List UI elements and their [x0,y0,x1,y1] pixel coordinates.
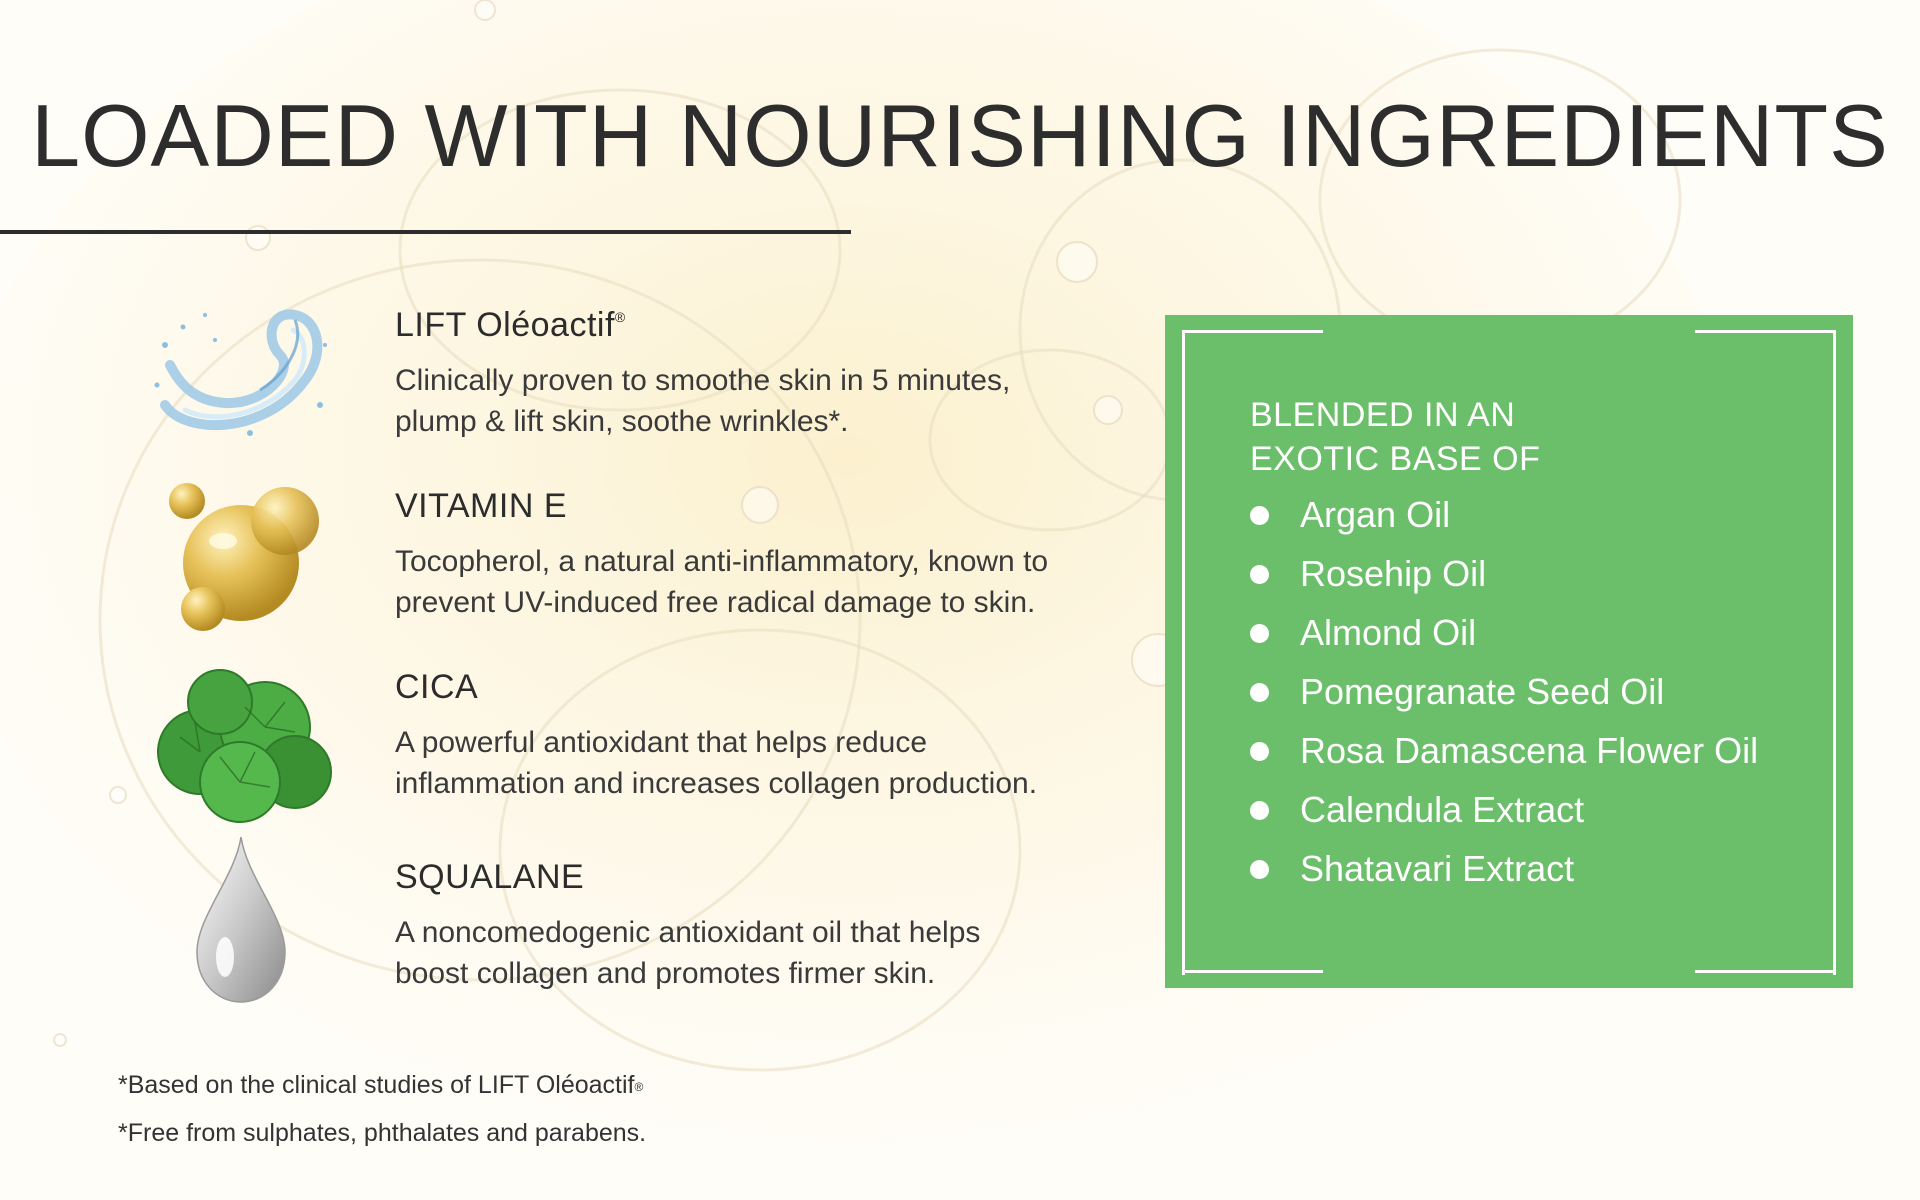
list-item: Rosa Damascena Flower Oil [1250,729,1758,788]
title-divider [0,230,851,234]
frame-line [1182,330,1185,975]
ingredient-description: Clinically proven to smoothe skin in 5 minutes, plump & lift skin, soothe wrinkles*. [395,363,1011,438]
frame-line [1695,970,1836,973]
golden-oil-droplets-icon [145,471,335,641]
frame-line [1695,330,1836,333]
ingredient-cica [395,667,1155,804]
ingredient-lift-oleoactif [395,305,1155,442]
ingredient-description: Tocopherol, a natural anti-inflammatory, known to prevent UV-induced free radical damage to skin. [395,544,1049,619]
list-item: Almond Oil [1250,611,1758,670]
list-item: Pomegranate Seed Oil [1250,670,1758,729]
exotic-base-panel [1165,315,1853,988]
ingredient-squalane [395,857,1155,994]
list-item: Calendula Extract [1250,788,1758,847]
ingredient-name: LIFT Oléoactif® [395,306,626,344]
ingredient-name: SQUALANE [395,858,585,896]
list-item: Argan Oil [1250,493,1758,552]
oil-drop-icon [145,837,335,1007]
footnotes [118,1070,646,1166]
page-title: LOADED WITH NOURISHING INGREDIENTS [31,86,1889,185]
ingredient-name: CICA [395,668,479,706]
ingredient-description: A noncomedogenic antioxidant oil that helps boost collagen and promotes firmer skin. [395,915,981,990]
frame-line [1182,970,1323,973]
footnote-free-from: *Free from sulphates, phthalates and parabens. [118,1119,647,1147]
list-item: Shatavari Extract [1250,847,1758,906]
panel-heading: BLENDED IN AN EXOTIC BASE OF [1250,396,1541,478]
frame-line [1182,330,1323,333]
registered-mark: ® [634,1080,644,1094]
ingredient-description: A powerful antioxidant that helps reduce inflammation and increases collagen production. [395,725,1038,800]
ingredient-name: VITAMIN E [395,487,567,525]
base-oil-list [1250,493,1758,906]
frame-line [1833,330,1836,975]
ingredient-vitamin-e [395,486,1155,623]
registered-mark: ® [614,309,626,325]
footnote-clinical: *Based on the clinical studies of LIFT Oléoactif® [118,1071,644,1099]
water-splash-icon [145,285,335,455]
list-item: Rosehip Oil [1250,552,1758,611]
centella-leaves-icon [145,657,335,827]
